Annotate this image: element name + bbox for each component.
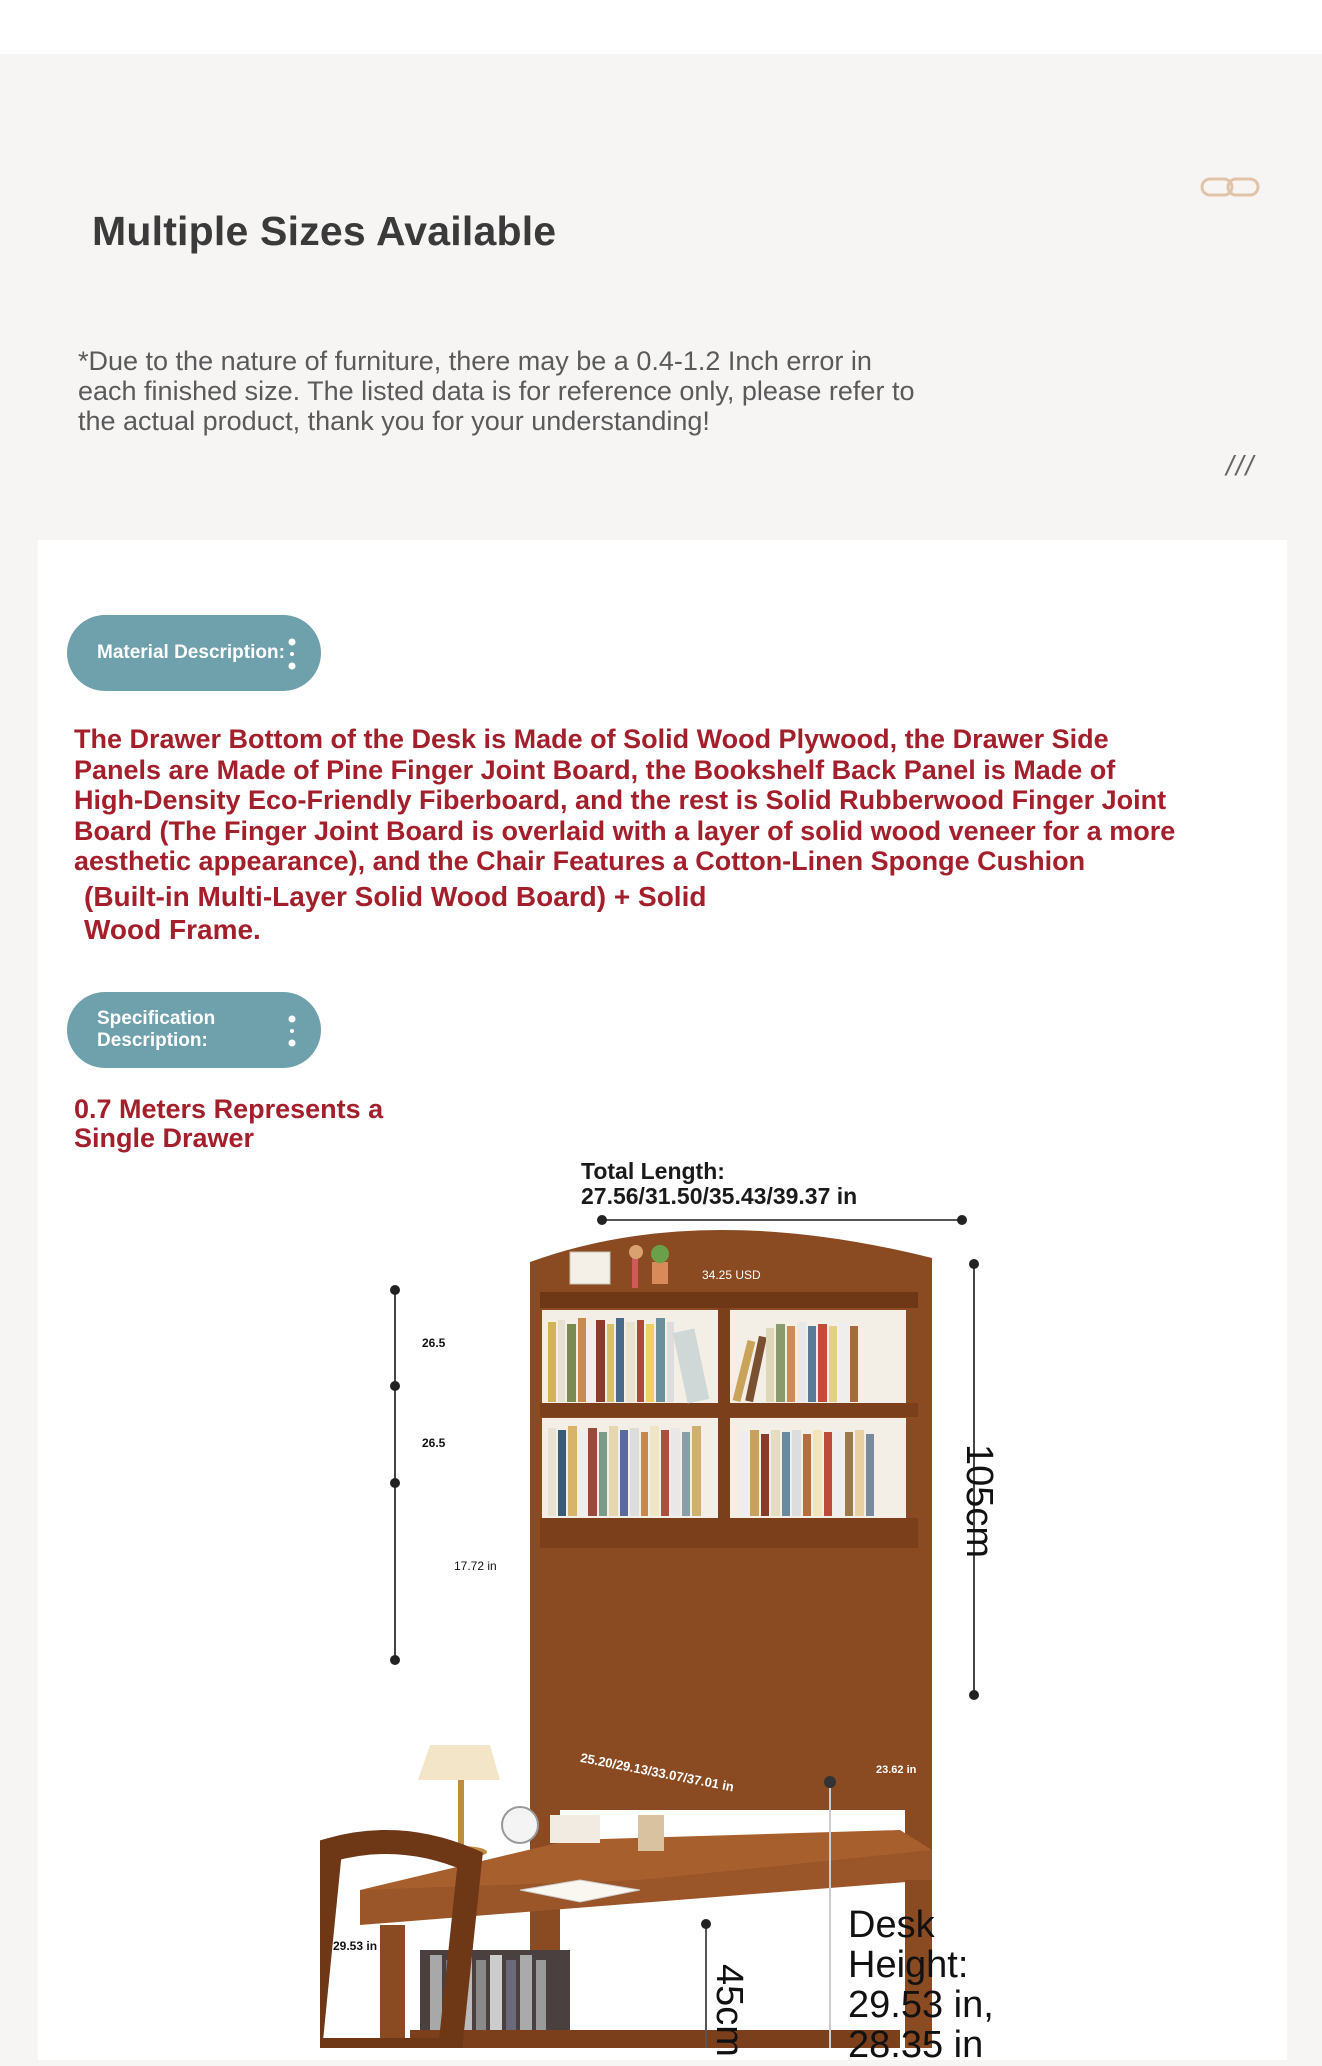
dots-icon bbox=[287, 637, 297, 671]
size-disclaimer: *Due to the nature of furniture, there may be a 0.4-1.2 Inch error in each finished size. The listed data is for reference only, please refer to the actual product, thank you for your understanding! bbox=[78, 346, 915, 436]
material-description-label: Material Description: bbox=[97, 642, 285, 663]
shelf-height-label-2: 26.5 bbox=[422, 1436, 446, 1450]
link-icon bbox=[1200, 174, 1262, 200]
side-depth-label: 23.62 in bbox=[876, 1764, 917, 1776]
total-length-value: 27.56/31.50/35.43/39.37 in bbox=[581, 1183, 858, 1209]
material-description-text-continued: (Built-in Multi-Layer Solid Wood Board) + Solid Wood Frame. bbox=[84, 881, 707, 945]
specification-description-badge bbox=[67, 992, 321, 1068]
shelf-height-label-1: 26.5 bbox=[422, 1336, 446, 1350]
desk-height-value: 29.53 in, 28.35 in bbox=[848, 1984, 994, 2066]
total-height-label: 105cm bbox=[958, 1444, 1000, 1559]
top-strip bbox=[0, 0, 1322, 54]
material-description-badge bbox=[67, 615, 321, 691]
desk-height-label: Desk Height: bbox=[848, 1904, 969, 1986]
dots-icon bbox=[287, 1014, 297, 1048]
desk-depth-label: 25.20/29.13/33.07/37.01 in bbox=[579, 1750, 736, 1795]
slash-decoration: /// bbox=[1226, 450, 1256, 481]
section-title: Multiple Sizes Available bbox=[92, 208, 557, 254]
price-tag-label: 34.25 USD bbox=[702, 1268, 761, 1282]
desk-height-annotation bbox=[848, 1905, 1028, 2065]
material-description-text: The Drawer Bottom of the Desk is Made of Solid Wood Plywood, the Drawer Side Panels are Made of Pine Finger Joint Board, the Bookshelf Back Panel is Made of High-Density Eco-Friendly Fiberboard, and the rest is Solid Rubberwood Finger Joint Board (The Finger Joint Board is overlaid with a layer of solid wood veneer for a more aesthetic appearance), and the Chair Features a Cotton-Linen Sponge Cushion bbox=[74, 724, 1176, 876]
chair-height-label: 29.53 in bbox=[333, 1939, 378, 1953]
specification-description-label: Specification Description: bbox=[97, 1008, 216, 1051]
hutch-gap-label: 17.72 in bbox=[454, 1559, 497, 1573]
specification-note: 0.7 Meters Represents a Single Drawer bbox=[74, 1094, 384, 1153]
chair-seat-height-label: 45cm bbox=[708, 1964, 750, 2057]
total-length-label: Total Length: bbox=[581, 1158, 725, 1184]
